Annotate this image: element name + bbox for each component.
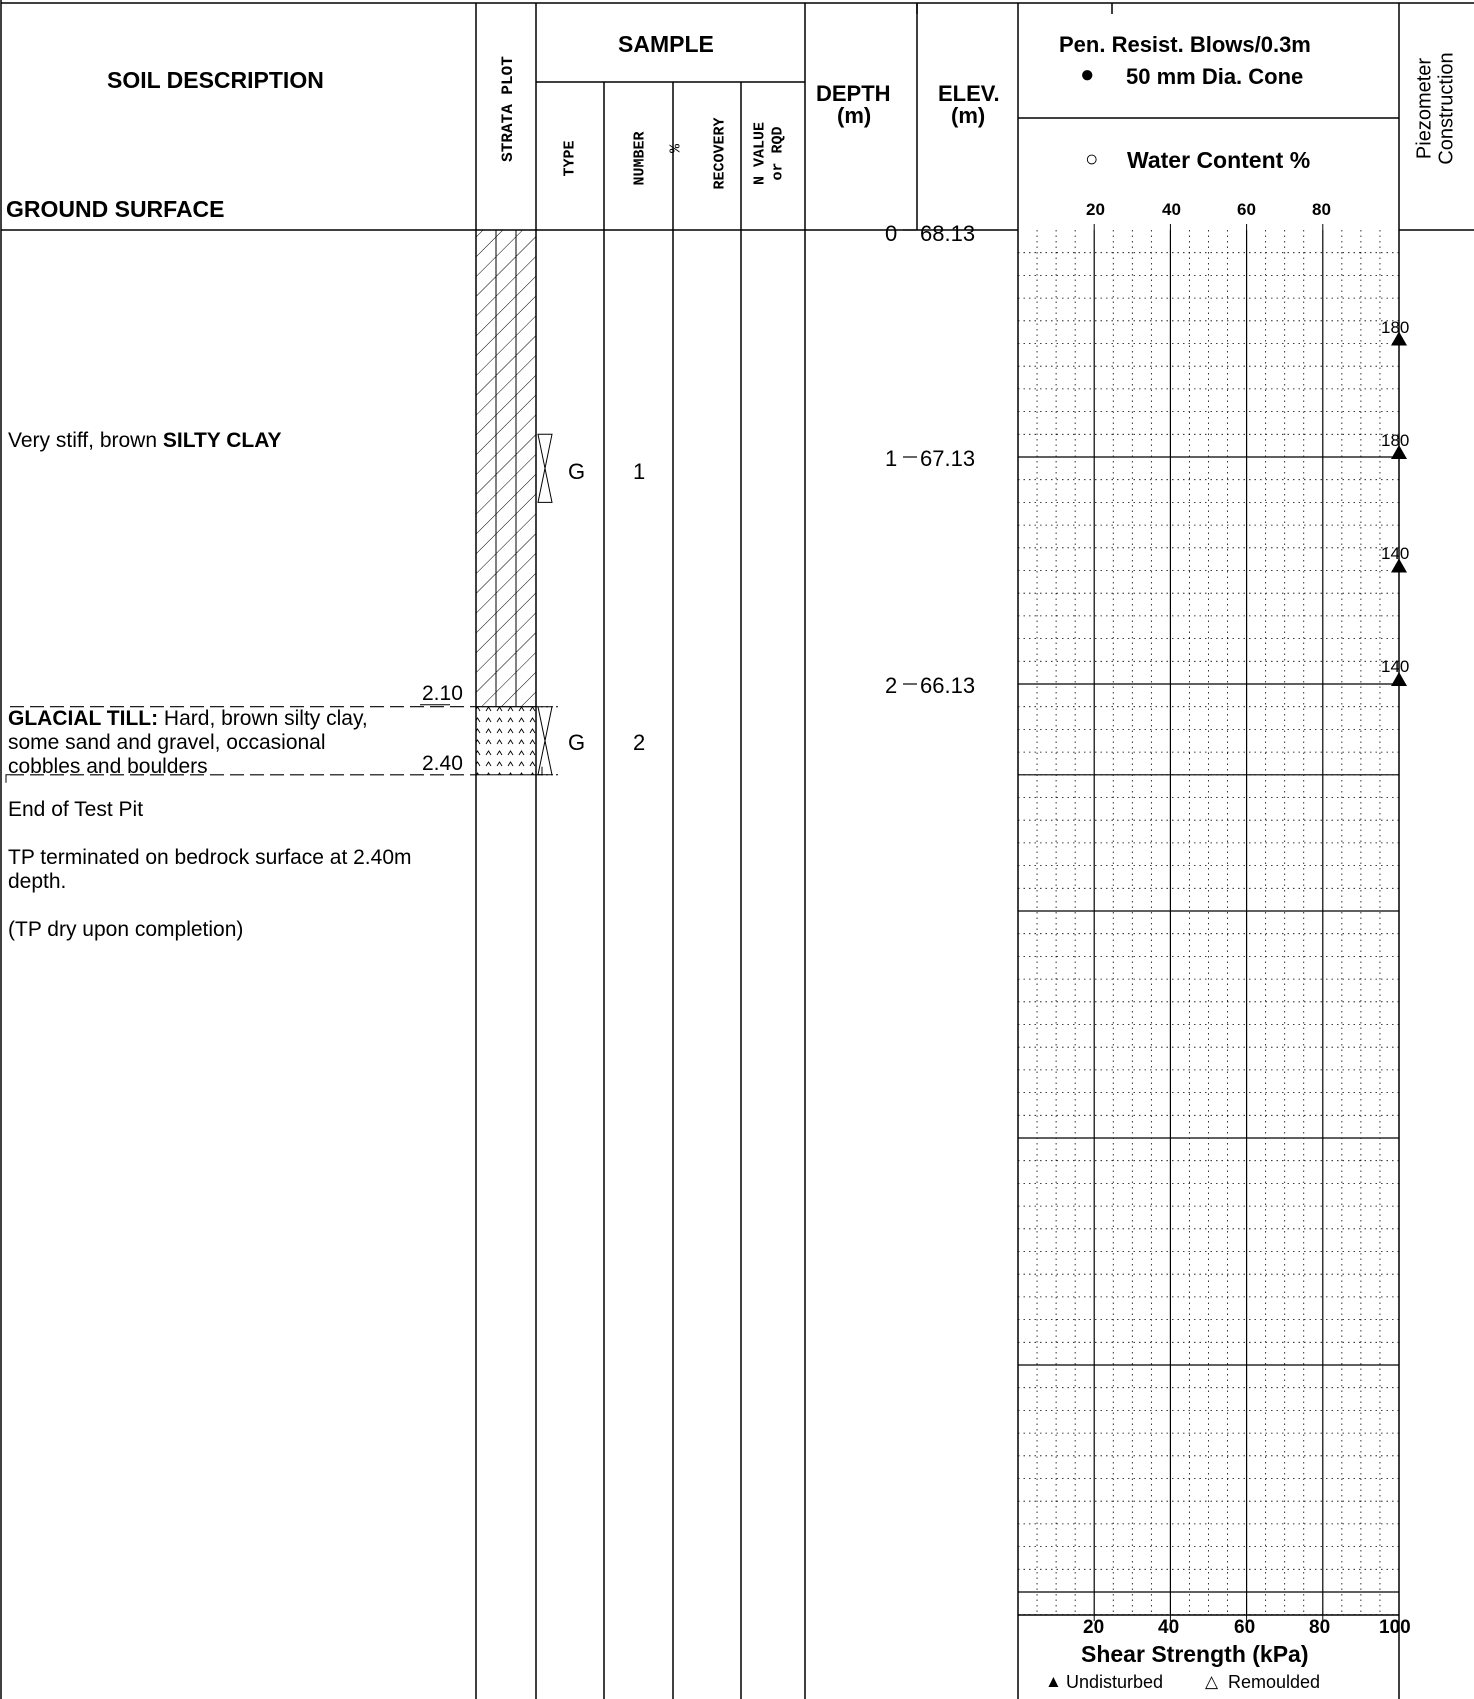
elev-unit: (m) <box>951 103 986 128</box>
sample-marker <box>538 434 552 502</box>
water-content-header: Water Content % <box>1127 147 1311 173</box>
silty-clay-desc-bold: SILTY CLAY <box>162 429 282 452</box>
bottom-tick-80: 80 <box>1309 1617 1331 1638</box>
sample-1-type: G <box>568 459 586 484</box>
shear-strength-axis-title: Shear Strength (kPa) <box>1081 1641 1309 1667</box>
depth-0: 0 <box>885 221 898 246</box>
top-tick-20: 20 <box>1086 200 1105 219</box>
undisturbed-legend: Undisturbed <box>1066 1672 1164 1692</box>
dry-note: (TP dry upon completion) <box>8 918 244 941</box>
elev-2: 66.13 <box>920 673 976 698</box>
sample-1-number: 1 <box>633 459 646 484</box>
pen-resist-header: Pen. Resist. Blows/0.3m <box>1059 32 1311 57</box>
sample-markers <box>538 434 552 775</box>
top-tick-40: 40 <box>1162 200 1181 219</box>
rqd-column-header: or RQD <box>769 126 787 181</box>
filled-circle-icon: ● <box>1080 61 1095 88</box>
ground-surface-label: GROUND SURFACE <box>6 196 225 222</box>
bottom-tick-40: 40 <box>1158 1617 1180 1638</box>
depth-header: DEPTH <box>816 81 891 106</box>
remoulded-legend: Remoulded <box>1228 1672 1321 1692</box>
elev-0: 68.13 <box>920 221 976 246</box>
elev-header: ELEV. <box>938 81 1000 106</box>
recovery-pct-header: % <box>667 144 685 154</box>
open-circle-icon: ○ <box>1085 146 1099 171</box>
strata-plot-header: STRATA PLOT <box>499 56 517 162</box>
glacial-till-bottom-depth: 2.40 <box>422 752 463 775</box>
sample-2-number: 2 <box>633 730 646 755</box>
top-tick-60: 60 <box>1237 200 1256 219</box>
sample-2-type: G <box>568 730 586 755</box>
shear-value-label: 140 <box>1381 544 1410 563</box>
bottom-tick-60: 60 <box>1234 1617 1256 1638</box>
shear-value-label: 180 <box>1381 431 1410 450</box>
termination-note: TP terminated on bedrock surface at 2.40m depth. <box>8 846 412 893</box>
construction-header: Construction <box>1435 52 1458 165</box>
remoulded-triangle-icon: △ <box>1205 1672 1219 1691</box>
glacial-till-desc-rest: Hard, brown silty clay, some sand and gravel, occasional cobbles and boulders <box>8 707 368 778</box>
undisturbed-triangle-icon: ▲ <box>1045 1672 1062 1691</box>
glacial-till-desc-bold: GLACIAL TILL: <box>8 707 159 730</box>
elev-1: 67.13 <box>920 446 976 471</box>
strata-plot-column <box>476 230 536 775</box>
piezometer-header: Piezometer <box>1413 57 1436 160</box>
shear-value-label: 180 <box>1381 318 1410 337</box>
cone-header: 50 mm Dia. Cone <box>1126 64 1304 89</box>
silty-clay-desc-prefix: Very stiff, brown <box>8 429 163 452</box>
silty-clay-bottom-depth: 2.10 <box>422 682 463 705</box>
shear-value-label: 140 <box>1381 657 1410 676</box>
glacial-till-description <box>8 707 403 779</box>
silty-clay-description <box>8 429 448 453</box>
recovery-column-header: RECOVERY <box>711 117 729 190</box>
depth-2: 2 <box>885 673 898 698</box>
depth-elevation-scale <box>903 230 917 684</box>
bottom-tick-100: 100 <box>1379 1617 1411 1638</box>
soil-description-header: SOIL DESCRIPTION <box>107 67 324 93</box>
sample-marker <box>538 707 552 775</box>
glacial-till-strata-fill <box>476 707 536 775</box>
end-of-test-pit-note: End of Test Pit <box>8 798 144 821</box>
sample-header: SAMPLE <box>618 31 714 57</box>
depth-unit: (m) <box>837 103 872 128</box>
shear-strength-grid <box>1018 224 1399 1621</box>
type-column-header: TYPE <box>561 140 579 177</box>
n-value-column-header: N VALUE <box>751 122 769 186</box>
bottom-tick-20: 20 <box>1083 1617 1105 1638</box>
number-column-header: NUMBER <box>631 131 649 186</box>
depth-1: 1 <box>885 446 898 471</box>
silty-clay-strata-fill <box>476 230 536 707</box>
top-tick-80: 80 <box>1312 200 1331 219</box>
